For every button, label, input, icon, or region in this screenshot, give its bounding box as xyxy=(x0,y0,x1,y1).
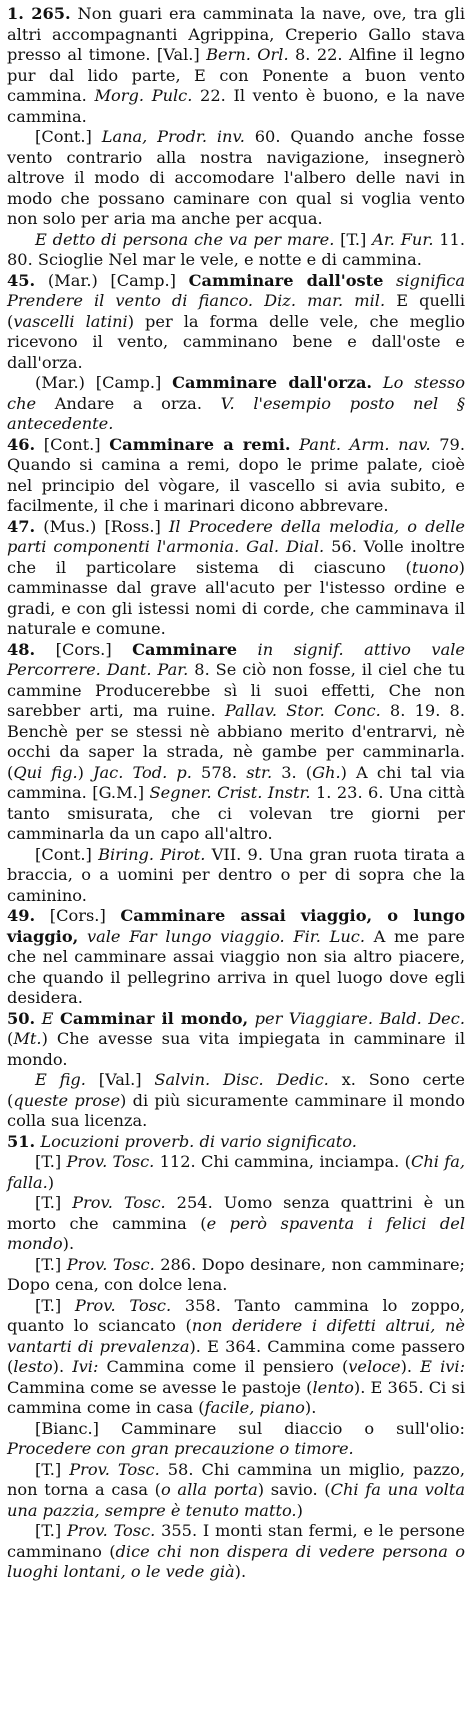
body-text xyxy=(383,271,396,290)
body-text: [Val.] xyxy=(85,1070,155,1089)
entry-heading-text: Camminare assai viaggio, o lungo viaggio, xyxy=(7,906,465,946)
italic-text: E fig. xyxy=(35,1070,86,1089)
body-text: Cammina come se avesse le pastoje ( xyxy=(7,1377,313,1397)
body-text: [T.] xyxy=(35,1459,70,1479)
body-text: Andare a orza. xyxy=(36,393,221,413)
entry-paragraph xyxy=(7,1009,465,1071)
entry-paragraph xyxy=(7,1070,465,1132)
entry-heading-text: 1. 265. xyxy=(7,4,71,23)
italic-text: Lana, Prodr. inv. xyxy=(101,127,245,146)
body-text: 22. Il vento è buono, e la nave cammina. xyxy=(7,86,465,126)
body-text: ( xyxy=(7,1029,14,1048)
body-text: 286. Dopo desinare, non camminare; Dopo cena, con dolce lena. xyxy=(7,1254,465,1294)
entry-paragraph xyxy=(7,845,465,907)
entry-paragraph xyxy=(7,1460,465,1522)
body-text: [Cors.] xyxy=(35,906,121,925)
body-text: x. Sono certe ( xyxy=(7,1070,465,1110)
body-text: ) camminasse dal grave all'acuto per l'istesso ordine e gradi, e con gli istessi nomi di corde, che camminava il naturale e comune. xyxy=(7,557,465,638)
italic-text: Pant. Arm. nav. xyxy=(299,434,431,454)
italic-text: Prov. Tosc. xyxy=(66,1152,155,1171)
body-text: ). xyxy=(234,1562,247,1581)
body-text: ) Che avesse sua vita impiegata in camminare il mondo. xyxy=(7,1029,465,1069)
entry-heading-text: Camminare dall'oste xyxy=(188,270,384,290)
body-text: ). xyxy=(62,1234,75,1253)
italic-text: e però spaventa i felici del mondo xyxy=(7,1213,466,1253)
italic-text: o alla porta xyxy=(161,1480,258,1499)
italic-text: per Viaggiare. Bald. Dec. xyxy=(254,1008,465,1028)
body-text: ). xyxy=(400,1357,421,1376)
body-text: [T.] xyxy=(334,229,373,249)
body-text: Non guari era camminata la nave, ove, tra gli altri accompagnanti Agrippina, Creperio Gallo stava presso al timone. [Val.] xyxy=(7,4,465,64)
body-text: ). xyxy=(52,1357,73,1376)
body-text xyxy=(372,373,383,392)
body-text: VII. 9. Una gran ruota tirata a braccia, o a uomini per dentro o per di sopra che la caminino. xyxy=(7,844,465,905)
italic-text: Locuzioni proverb. di vario significato. xyxy=(40,1131,357,1151)
body-text: ). xyxy=(304,1398,317,1417)
italic-text: Salvin. Disc. Dedic. xyxy=(154,1070,329,1089)
entry-paragraph xyxy=(7,4,465,127)
body-text: [T.] xyxy=(35,1254,67,1274)
italic-text: in signif. attivo vale Percorrere. Dant. Par. xyxy=(7,639,465,679)
italic-text: Ar. Fur. xyxy=(372,229,434,249)
entry-paragraph xyxy=(7,1296,465,1419)
italic-text: Qui fig. xyxy=(13,762,78,782)
body-text: (Mar.) [Camp.] xyxy=(35,373,173,392)
italic-text: lesto xyxy=(13,1357,53,1376)
italic-text: V. l'esempio posto nel § antecedente. xyxy=(7,393,465,433)
entry-paragraph xyxy=(7,435,465,517)
body-text: [Cors.] xyxy=(35,639,133,659)
body-text: ). E 365. Ci si cammina come in casa ( xyxy=(7,1377,465,1417)
body-text: [T.] xyxy=(35,1521,67,1540)
body-text: 355. I monti stan fermi, e le persone camminano ( xyxy=(7,1521,466,1561)
entry-paragraph xyxy=(7,271,465,374)
body-text: 358. Tanto cammina lo zoppo, quanto lo sciancato ( xyxy=(7,1295,465,1335)
italic-text: significa Prendere il vento di fianco. Diz. mar. mil. xyxy=(7,270,466,310)
entry-heading-text: 45. xyxy=(7,270,36,290)
entry-paragraph xyxy=(7,373,465,435)
body-text: [Bianc.] Camminare sul diaccio o sull'olio: xyxy=(35,1418,465,1438)
italic-text: tuono xyxy=(411,557,459,577)
italic-text: Prov. Tosc. xyxy=(66,1521,156,1540)
italic-text: non deridere i difetti altrui, nè vantarti di prevalenza xyxy=(7,1316,465,1356)
body-text: 254. Uomo senza quattrini è un morto che cammina ( xyxy=(7,1193,465,1233)
italic-text: vale Far lungo viaggio. Fir. Luc. xyxy=(86,926,365,946)
italic-text: Pallav. Stor. Conc. xyxy=(224,701,381,720)
body-text: 8. Se ciò non fosse, il ciel che tu cammine Producerebbe sì li suoi effetti, Che non sarebber arti, ma ruine. xyxy=(7,660,465,720)
body-text: 1. 23. 6. Una città tanto smisurata, che ci volevan tre giorni per camminarla da un capo all'altro. xyxy=(7,783,465,843)
entry-heading-text: Camminare a remi. xyxy=(109,434,291,454)
italic-text: dice chi non dispera di vedere persona o luoghi lontani, o le vede già xyxy=(7,1541,465,1581)
italic-text: Chi fa una volta una pazzia, sempre è tenuto matto. xyxy=(7,1480,465,1520)
italic-text: Mt. xyxy=(13,1029,42,1048)
body-text: (Mus.) [Ross.] xyxy=(35,516,169,536)
body-text: [T.] xyxy=(35,1295,75,1315)
entry-paragraph xyxy=(7,1193,465,1255)
body-text xyxy=(291,435,300,454)
italic-text: veloce xyxy=(348,1357,401,1376)
italic-text: Procedere con gran precauzione o timore. xyxy=(7,1439,354,1458)
italic-text: Prov. Tosc. xyxy=(72,1193,166,1212)
body-text: [Cont.] xyxy=(35,127,102,146)
body-text: [Cont.] xyxy=(35,434,110,454)
entry-paragraph xyxy=(7,640,465,845)
entry-paragraph xyxy=(7,127,465,230)
italic-text: E xyxy=(41,1008,54,1028)
entry-paragraph xyxy=(7,517,465,640)
body-text: ) xyxy=(47,1172,55,1192)
body-text: (Mar.) [Camp.] xyxy=(35,270,189,290)
body-text: 3. ( xyxy=(272,762,313,782)
entry-paragraph xyxy=(7,1419,465,1460)
body-text: [Cont.] xyxy=(35,844,99,864)
body-text: ) per la forma delle vele, che meglio ricevono il vento, camminano bene e dall'oste e dall'orza. xyxy=(7,311,465,372)
italic-text: facile, piano xyxy=(204,1398,305,1417)
entry-heading-text: 46. xyxy=(7,434,36,454)
italic-text: Bern. Orl. xyxy=(206,45,289,64)
entry-heading-text: Camminare xyxy=(132,639,238,659)
italic-text: Biring. Pirot. xyxy=(98,844,206,864)
body-text: 578. xyxy=(191,762,247,782)
italic-text: Prov. Tosc. xyxy=(66,1254,155,1274)
entry-heading-text: 47. xyxy=(7,516,36,536)
body-text: 8. 19. 8. Benchè per se stessi nè abbiano merito d'entrarvi, nè occhi da saper la strada, nè gambe per camminarla. ( xyxy=(7,701,465,782)
italic-text: lento xyxy=(312,1377,354,1397)
entry-paragraph xyxy=(7,906,465,1009)
italic-text: Lo stesso che xyxy=(7,373,466,413)
entry-heading-text: 50. xyxy=(7,1008,36,1028)
body-text: ) savio. ( xyxy=(257,1480,331,1499)
body-text: 60. Quando anche fosse vento contrario alla nostra navigazione, insegnerò altrove il modo di accomodare l'albero delle navi in modo che possano caminare con qual si voglia vento non solo per aria ma anche per acqua. xyxy=(7,127,465,228)
body-text: A me pare che nel camminare assai viaggio non sia altro piacere, che quando il pellegrino arriva in quel luogo dove egli desidera. xyxy=(7,926,465,1007)
entry-paragraph xyxy=(7,1255,465,1296)
entry-heading-text: Camminare dall'orza. xyxy=(172,373,373,392)
italic-text: Segner. Crist. Instr. xyxy=(149,783,311,802)
body-text: ) di più sicuramente camminare il mondo colla sua licenza. xyxy=(7,1090,465,1130)
italic-text: Chi fa, falla. xyxy=(7,1152,465,1192)
italic-text: Il Procedere della melodia, o delle parti componenti l'armonia. Gal. Dial. xyxy=(7,516,465,556)
body-text: 58. Chi cammina un miglio, pazzo, non torna a casa ( xyxy=(7,1459,465,1499)
entry-heading-text: 48. xyxy=(7,639,36,659)
body-text: [T.] xyxy=(35,1193,73,1212)
body-text: E quelli ( xyxy=(7,291,465,331)
entry-heading-text: 49. xyxy=(7,906,36,925)
italic-text: Jac. Tod. p. xyxy=(93,762,192,782)
italic-text: Prov. Tosc. xyxy=(69,1459,160,1479)
italic-text: Prov. Tosc. xyxy=(74,1295,172,1315)
body-text: [T.] xyxy=(35,1152,67,1171)
body-text: ) xyxy=(296,1500,303,1520)
entry-paragraph xyxy=(7,230,465,271)
body-text: ) xyxy=(77,762,94,782)
body-text: 112. Chi cammina, inciampa. ( xyxy=(154,1152,411,1171)
italic-text: E ivi: xyxy=(420,1357,466,1376)
body-text: 11. 80. Sciogliе Nel mar le vele, e notte e di cammina. xyxy=(7,229,465,269)
italic-text: E detto di persona che va per mare. xyxy=(35,229,335,249)
entry-paragraph xyxy=(7,1521,465,1583)
body-text: 8. 22. Alfine il legno pur dal lido parte, E con Ponente a buon vento cammina. xyxy=(7,45,466,105)
body-text: ) A chi tal via cammina. [G.M.] xyxy=(7,762,466,802)
body-text xyxy=(78,927,87,946)
entry-paragraph xyxy=(7,1152,465,1193)
italic-text: Morg. Pulc. xyxy=(94,86,193,105)
italic-text: Gh. xyxy=(312,762,341,782)
body-text: 79. Quando si camina a remi, dopo le prime palate, cioè nel principio del vògare, il vascello si avia subito, e facilmente, il che i marinari dicono abbrevare. xyxy=(7,434,465,515)
entry-heading-text: 51. xyxy=(7,1131,36,1151)
body-text: Cammina come il pensiero ( xyxy=(98,1357,349,1376)
italic-text: queste prose xyxy=(13,1090,121,1110)
italic-text: vascelli latini xyxy=(13,311,128,331)
italic-text: str. xyxy=(246,762,273,782)
body-text: ). E 364. Cammina come passero ( xyxy=(7,1336,465,1376)
body-text: 56. Volle inoltre che il particolare sistema di ciascuno ( xyxy=(7,537,465,577)
body-text xyxy=(237,640,258,659)
italic-text: Ivi: xyxy=(72,1357,99,1376)
entry-paragraph xyxy=(7,1132,465,1153)
entry-heading-text: Camminar il mondo, xyxy=(59,1008,249,1028)
